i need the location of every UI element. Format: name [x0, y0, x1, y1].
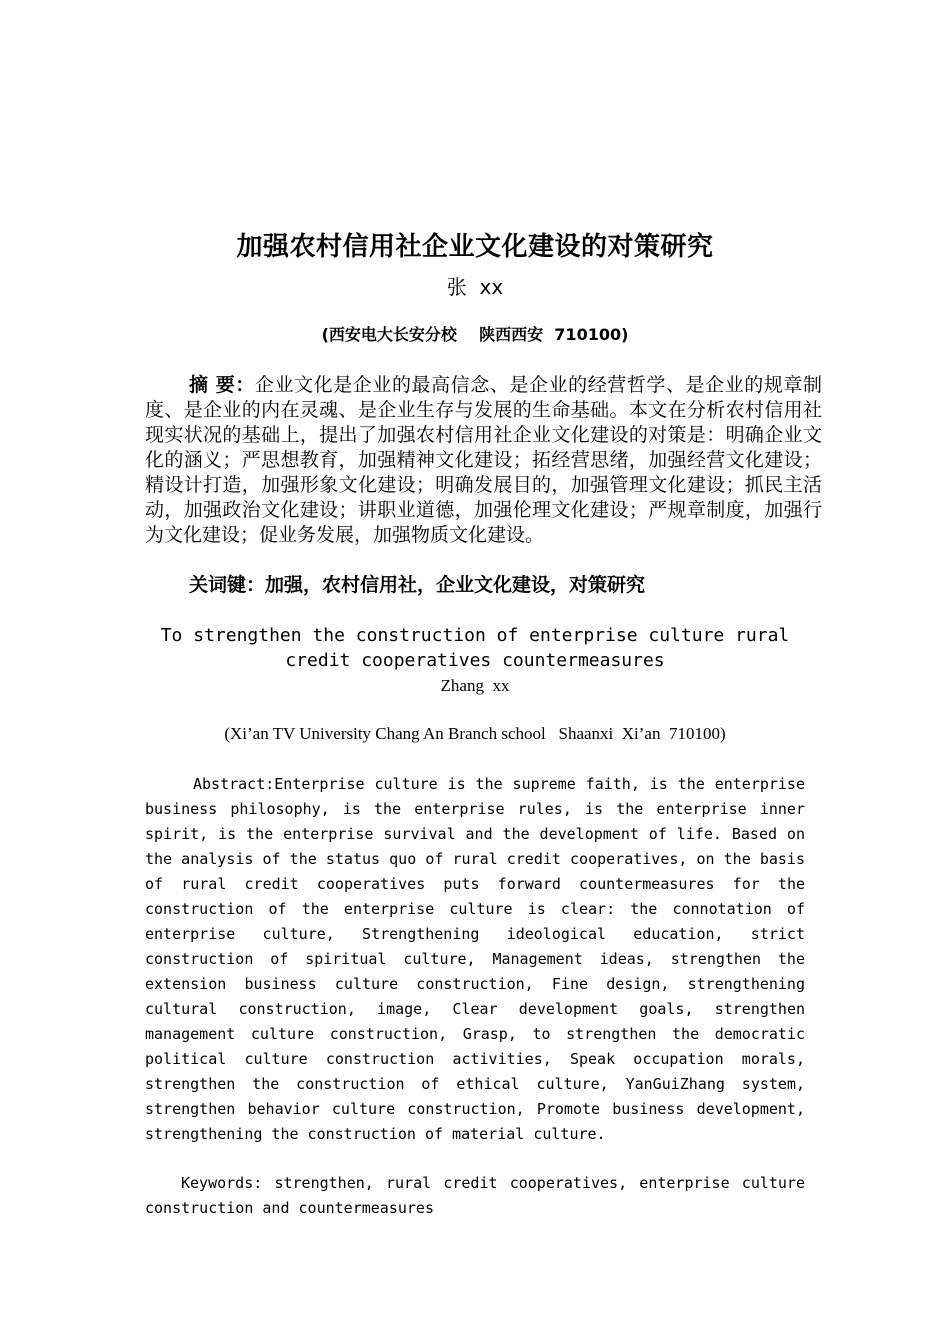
chinese-keywords: 关词键：加强，农村信用社，企业文化建设，对策研究 — [189, 574, 646, 596]
chinese-author: 张 xx — [446, 275, 504, 299]
english-author: Zhang xx — [440, 676, 510, 695]
english-keywords: Keywords: strengthen, rural credit cooperatives, enterprise culture construction and countermeasures — [145, 1174, 805, 1217]
english-abstract: Abstract:Enterprise culture is the supreme faith, is the enterprise business philosophy, is the enterprise rules, is the enterprise inner spirit, is the enterprise survival and the development of life. Based on the analysis of the status quo of rural credit cooperatives, on the basis of rural credit cooperatives puts forward countermeasures for the construction of the enterprise culture is clear: the connotation of enterprise culture, Strengthening ideological education, strict construction of spiritual culture, Management ideas, strengthen the extension business culture construction, Fine design, strengthening cultural construction, image, Clear development goals, strengthen management culture construction, Grasp, to strengthen the democratic political culture construction activities, Speak occupation morals, strengthen the construction of ethical culture, YanGuiZhang system, strengthen behavior culture construction, Promote business development, strengthening the construction of material culture. — [145, 775, 805, 1143]
english-title: To strengthen the construction of enterprise culture rural credit cooperatives countermeasures — [160, 625, 790, 671]
chinese-abstract-text: 企业文化是企业的最高信念、是企业的经营哲学、是企业的规章制度、是企业的内在灵魂、是企业生存与发展的生命基础。本文在分析农村信用社现实状况的基础上，提出了加强农村信用社企业文化建设的对策是：明确企业文化的涵义；严思想教育，加强精神文化建设；拓经营思绪，加强经营文化建设；精设计打造，加强形象文化建设；明确发展目的，加强管理文化建设；抓民主活动，加强政治文化建设；讲职业道德，加强伦理文化建设；严规章制度，加强行为文化建设；促业务发展，加强物质文化建设。 — [145, 374, 822, 546]
chinese-abstract-label: 摘 要： — [189, 374, 255, 396]
chinese-affiliation: (西安电大长安分校 陕西西安 710100) — [321, 325, 629, 344]
english-affiliation: (Xi’an TV University Chang An Branch school Shaanxi Xi’an 710100) — [224, 724, 726, 743]
chinese-abstract — [145, 373, 822, 548]
chinese-title: 加强农村信用社企业文化建设的对策研究 — [236, 232, 714, 262]
